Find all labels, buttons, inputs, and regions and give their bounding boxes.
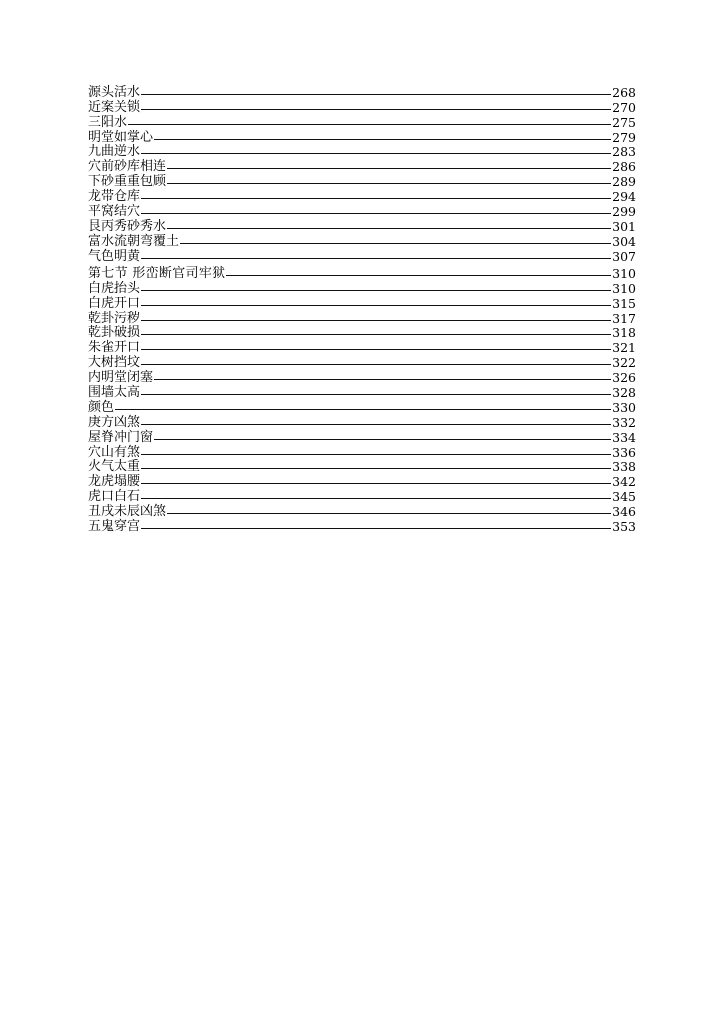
toc-entry: [88, 189, 636, 204]
toc-page-number: 310: [612, 265, 636, 281]
toc-entry: [88, 234, 636, 249]
toc-entry: [88, 415, 636, 430]
toc-entry-title: 第七节 形峦断官司牢狱: [88, 265, 226, 281]
toc-entry-title: 围墙太高: [88, 385, 141, 401]
toc-leader-line: [141, 290, 611, 291]
toc-entry-title: 三阳水: [88, 114, 128, 130]
toc-entry: [88, 159, 636, 174]
toc-page-number: 317: [612, 310, 636, 326]
toc-entry: [88, 174, 636, 189]
toc-page-number: 275: [612, 114, 636, 130]
toc-page-number: 342: [612, 474, 636, 490]
toc-leader-line: [141, 153, 611, 154]
toc-entry: [88, 474, 636, 489]
toc-list-lower: [88, 266, 636, 534]
toc-leader-line: [180, 243, 611, 244]
toc-page-number: 299: [612, 204, 636, 220]
toc-page-number: 286: [612, 159, 636, 175]
toc-leader-line: [167, 183, 611, 184]
toc-entry-title: 近案关锁: [88, 99, 141, 115]
toc-entry-title: 丑戌未辰凶煞: [88, 504, 167, 520]
toc-page-number: 270: [612, 99, 636, 115]
toc-entry-title: 九曲逆水: [88, 144, 141, 160]
toc-leader-line: [141, 483, 611, 484]
toc-entry: [88, 504, 636, 519]
toc-entry: [88, 219, 636, 234]
toc-leader-line: [141, 320, 611, 321]
toc-entry-title: 乾卦破损: [88, 325, 141, 341]
toc-page-number: 307: [612, 248, 636, 264]
toc-page-number: 279: [612, 129, 636, 145]
toc-page-number: 345: [612, 489, 636, 505]
toc-entry-title: 富水流朝弯覆土: [88, 233, 180, 249]
toc-page-number: 336: [612, 444, 636, 460]
toc-page-number: 304: [612, 233, 636, 249]
toc-page-number: 330: [612, 399, 636, 415]
toc-leader-line: [128, 124, 611, 125]
toc-page-number: 310: [612, 280, 636, 296]
toc-page-number: 328: [612, 385, 636, 401]
toc-page-number: 289: [612, 174, 636, 190]
toc-entry-title: 白虎开口: [88, 295, 141, 311]
toc-entry-title: 火气太重: [88, 459, 141, 475]
toc-leader-line: [141, 454, 611, 455]
toc-entry: [88, 460, 636, 475]
toc-entry-title: 内明堂闭塞: [88, 370, 154, 386]
toc-page-number: 338: [612, 459, 636, 475]
toc-page-number: 326: [612, 370, 636, 386]
toc-entry: [88, 311, 636, 326]
toc-entry: [88, 100, 636, 115]
toc-leader-line: [141, 468, 611, 469]
toc-entry-title: 气色明黄: [88, 248, 141, 264]
toc-entry: [88, 249, 636, 264]
toc-entry-title: 大树挡坟: [88, 355, 141, 371]
toc-entry: [88, 445, 636, 460]
toc-entry-title: 明堂如掌心: [88, 129, 154, 145]
toc-entry-title: 五鬼穿宫: [88, 519, 141, 535]
toc-leader-line: [141, 213, 611, 214]
toc-page-number: 294: [612, 189, 636, 205]
toc-leader-line: [154, 379, 611, 380]
toc-leader-line: [141, 334, 611, 335]
toc-entry-title: 朱雀开口: [88, 340, 141, 356]
toc-leader-line: [141, 364, 611, 365]
toc-page-number: 346: [612, 504, 636, 520]
toc-leader-line: [141, 109, 611, 110]
toc-leader-line: [141, 424, 611, 425]
toc-leader-line: [141, 498, 611, 499]
toc-entry: [88, 296, 636, 311]
toc-leader-line: [154, 439, 611, 440]
toc-entry: [88, 430, 636, 445]
toc-entry: [88, 340, 636, 355]
toc-page-number: 321: [612, 340, 636, 356]
toc-page-number: 322: [612, 355, 636, 371]
toc-entry: [88, 370, 636, 385]
toc-leader-line: [141, 258, 611, 259]
toc-entry: [88, 204, 636, 219]
toc-section-heading: [88, 266, 636, 281]
toc-entry-title: 乾卦污秽: [88, 310, 141, 326]
toc-leader-line: [154, 139, 611, 140]
toc-leader-line: [141, 528, 611, 529]
toc-page-number: 318: [612, 325, 636, 341]
toc-entry-title: 颜色: [88, 399, 115, 415]
toc-entry-title: 屋脊冲门窗: [88, 429, 154, 445]
toc-page-number: 301: [612, 218, 636, 234]
toc-entry: [88, 281, 636, 296]
toc-entry: [88, 115, 636, 130]
toc-entry: [88, 326, 636, 341]
toc-entry: [88, 489, 636, 504]
toc-entry: [88, 355, 636, 370]
toc-page-number: 315: [612, 295, 636, 311]
toc-entry: [88, 385, 636, 400]
toc-entry-title: 穴前砂库相连: [88, 159, 167, 175]
toc-entry-title: 龙带仓库: [88, 189, 141, 205]
toc-entry: [88, 519, 636, 534]
toc-leader-line: [141, 94, 611, 95]
toc-leader-line: [141, 394, 611, 395]
toc-entry-title: 穴山有煞: [88, 444, 141, 460]
toc-entry-title: 平窝结穴: [88, 204, 141, 220]
toc-entry: [88, 145, 636, 160]
toc-entry-title: 虎口白石: [88, 489, 141, 505]
toc-leader-line: [141, 305, 611, 306]
toc-entry: [88, 85, 636, 100]
toc-entry: [88, 130, 636, 145]
toc-leader-line: [167, 513, 611, 514]
toc-entry-title: 白虎抬头: [88, 280, 141, 296]
toc-leader-line: [167, 228, 611, 229]
toc-leader-line: [141, 349, 611, 350]
toc-page-number: 283: [612, 144, 636, 160]
toc-entry-title: 源头活水: [88, 84, 141, 100]
toc-page-number: 332: [612, 414, 636, 430]
toc-leader-line: [226, 275, 611, 276]
toc-page-number: 334: [612, 429, 636, 445]
toc-entry-title: 艮丙秀砂秀水: [88, 218, 167, 234]
toc-page-number: 353: [612, 519, 636, 535]
toc-entry-title: 下砂重重包顾: [88, 174, 167, 190]
toc-entry-title: 庚方凶煞: [88, 414, 141, 430]
toc-page-number: 268: [612, 84, 636, 100]
toc-leader-line: [115, 409, 611, 410]
toc-leader-line: [141, 198, 611, 199]
toc-entry: [88, 400, 636, 415]
toc-entry-title: 龙虎塌腰: [88, 474, 141, 490]
toc-list-upper: [88, 85, 636, 264]
toc-leader-line: [167, 168, 611, 169]
